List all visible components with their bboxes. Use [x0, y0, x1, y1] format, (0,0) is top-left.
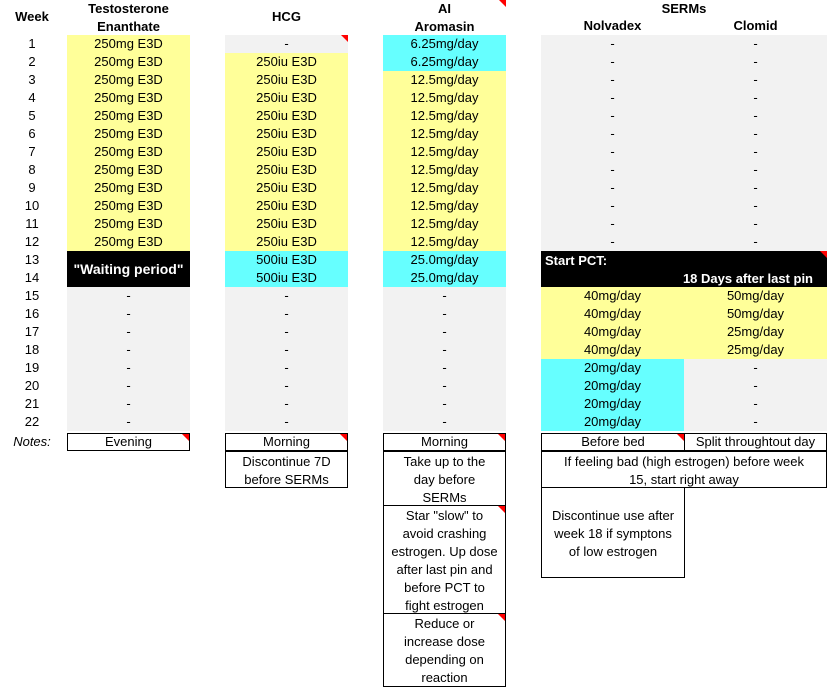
aromasin-cell[interactable]: - — [383, 377, 506, 395]
week-number: 10 — [24, 198, 40, 213]
testosterone-cell[interactable]: 250mg E3D — [67, 197, 190, 215]
hcg-cell[interactable]: 250iu E3D — [225, 71, 348, 89]
week-number: 5 — [28, 108, 36, 123]
clomid-header: Clomid — [733, 18, 778, 33]
clomid-column-top — [684, 35, 827, 251]
testosterone-cell[interactable]: 250mg E3D — [67, 53, 190, 71]
week-number: 11 — [25, 216, 39, 231]
hcg-cell[interactable]: - — [225, 395, 348, 413]
nolvadex-cell[interactable]: - — [541, 179, 684, 197]
aromasin-cell[interactable]: - — [383, 413, 506, 431]
hcg-column — [225, 35, 348, 431]
clomid-cell[interactable]: - — [684, 71, 827, 89]
ai-extra-note-line: fight estrogen — [405, 598, 484, 613]
week-column — [6, 35, 58, 431]
nolvadex-cell[interactable]: 20mg/day — [541, 359, 684, 377]
testosterone-cell[interactable]: 250mg E3D — [67, 161, 190, 179]
serms-extra-note-line: 15, start right away — [629, 472, 739, 487]
nolvadex-note-text: Before bed — [581, 434, 645, 449]
aromasin-cell[interactable]: 12.5mg/day — [383, 215, 506, 233]
aromasin-cell[interactable]: 12.5mg/day — [383, 233, 506, 251]
hcg-cell[interactable]: - — [225, 287, 348, 305]
clomid-cell[interactable]: - — [684, 197, 827, 215]
testosterone-cell[interactable]: 250mg E3D — [67, 179, 190, 197]
nolvadex-note[interactable] — [541, 433, 685, 451]
hcg-cell[interactable]: - — [225, 323, 348, 341]
aromasin-header: Aromasin — [414, 19, 475, 34]
nolvadex-column-top — [541, 35, 684, 251]
testosterone-cell[interactable]: 250mg E3D — [67, 89, 190, 107]
testosterone-header — [67, 0, 190, 36]
aromasin-cell[interactable]: - — [383, 395, 506, 413]
week-number: 8 — [28, 162, 36, 177]
comment-marker[interactable] — [498, 614, 505, 621]
ai-header-line1: AI — [438, 1, 451, 16]
nolvadex-cell[interactable]: - — [541, 107, 684, 125]
nolvadex-cell[interactable]: - — [541, 143, 684, 161]
week-number: 14 — [24, 270, 40, 285]
nolvadex-cell[interactable]: 20mg/day — [541, 395, 684, 413]
aromasin-cell[interactable]: 6.25mg/day — [383, 53, 506, 71]
week-number: 13 — [24, 252, 40, 267]
week-number: 9 — [28, 180, 36, 195]
clomid-cell[interactable]: 25mg/day — [684, 341, 827, 359]
aromasin-cell[interactable]: - — [383, 341, 506, 359]
clomid-cell[interactable]: - — [684, 161, 827, 179]
clomid-cell[interactable]: - — [684, 143, 827, 161]
ai-extra-note-line: SERMs — [422, 490, 467, 505]
aromasin-cell[interactable]: 12.5mg/day — [383, 143, 506, 161]
hcg-extra-note-line: Discontinue 7D — [242, 454, 331, 469]
nolvadex-cell[interactable]: 20mg/day — [541, 413, 684, 431]
week-number: 3 — [28, 72, 36, 87]
clomid-note[interactable] — [684, 433, 827, 451]
ai-extra-note-line: estrogen. Up dose — [391, 544, 498, 559]
hcg-cell[interactable]: - — [225, 377, 348, 395]
hcg-cell[interactable]: 250iu E3D — [225, 179, 348, 197]
week-number: 20 — [24, 378, 40, 393]
aromasin-cell[interactable]: 12.5mg/day — [383, 89, 506, 107]
ai-extra-note-line: Take up to the — [403, 454, 486, 469]
ai-extra-note-line: before PCT to — [404, 580, 485, 595]
nolvadex-cell[interactable]: - — [541, 89, 684, 107]
comment-marker[interactable] — [499, 0, 506, 7]
pct-timing-label: 18 Days after last pin — [682, 271, 813, 286]
nolvadex-cell[interactable]: - — [541, 125, 684, 143]
start-pct-banner[interactable] — [541, 251, 827, 287]
ai-extra-note-line: Star "slow" to — [405, 508, 484, 523]
clomid-cell[interactable]: - — [684, 179, 827, 197]
aromasin-cell[interactable]: 12.5mg/day — [383, 161, 506, 179]
ai-extra-note-line: increase dose — [404, 634, 485, 649]
start-pct-label: Start PCT: — [545, 253, 608, 268]
week-header: Week — [15, 9, 49, 24]
hcg-header: HCG — [272, 9, 301, 24]
clomid-cell[interactable]: - — [684, 215, 827, 233]
clomid-cell[interactable]: 50mg/day — [684, 287, 827, 305]
aromasin-cell[interactable]: 12.5mg/day — [383, 179, 506, 197]
aromasin-cell[interactable]: 25.0mg/day — [383, 251, 506, 269]
hcg-cell[interactable]: 250iu E3D — [225, 125, 348, 143]
clomid-cell[interactable]: - — [684, 53, 827, 71]
aromasin-cell[interactable]: 12.5mg/day — [383, 125, 506, 143]
hcg-cell[interactable]: 250iu E3D — [225, 161, 348, 179]
nolvadex-cell[interactable]: 20mg/day — [541, 377, 684, 395]
testosterone-cell[interactable]: 250mg E3D — [67, 35, 190, 53]
clomid-cell[interactable]: - — [684, 125, 827, 143]
clomid-cell[interactable]: 50mg/day — [684, 305, 827, 323]
ai-extra-note-line: day before — [413, 472, 476, 487]
nolvadex-cell[interactable]: 40mg/day — [541, 341, 684, 359]
hcg-note-text: Morning — [263, 434, 310, 449]
nolvadex-extra-note-line: of low estrogen — [568, 544, 658, 559]
aromasin-column — [383, 35, 506, 431]
clomid-cell[interactable]: - — [684, 413, 827, 431]
hcg-note[interactable] — [225, 433, 348, 451]
aromasin-cell[interactable]: - — [383, 305, 506, 323]
clomid-note-text: Split throughtout day — [695, 434, 816, 449]
comment-marker[interactable] — [341, 35, 348, 42]
clomid-column-pct — [684, 287, 827, 431]
nolvadex-cell[interactable]: - — [541, 35, 684, 53]
aromasin-cell[interactable]: 6.25mg/day — [383, 35, 506, 53]
ai-extra-note-line: Reduce or — [414, 616, 475, 631]
clomid-cell[interactable]: - — [684, 35, 827, 53]
week-number: 18 — [24, 342, 40, 357]
nolvadex-cell[interactable]: - — [541, 215, 684, 233]
nolvadex-extra-note-line: week 18 if symptons — [554, 526, 672, 541]
week-number: 2 — [28, 54, 36, 69]
hcg-cell[interactable]: 250iu E3D — [225, 143, 348, 161]
hcg-cell[interactable]: - — [225, 359, 348, 377]
hcg-cell[interactable]: 250iu E3D — [225, 197, 348, 215]
ai-note[interactable] — [383, 433, 506, 451]
testosterone-cell[interactable]: 250mg E3D — [67, 233, 190, 251]
testosterone-cell[interactable]: - — [67, 377, 190, 395]
nolvadex-cell[interactable]: - — [541, 161, 684, 179]
testosterone-cell[interactable]: - — [67, 359, 190, 377]
clomid-cell[interactable]: - — [684, 359, 827, 377]
nolvadex-header: Nolvadex — [583, 18, 642, 33]
ai-header — [383, 0, 506, 36]
clomid-cell[interactable]: - — [684, 395, 827, 413]
nolvadex-cell[interactable]: - — [541, 197, 684, 215]
ai-extra-note-line: depending on — [405, 652, 484, 667]
nolvadex-extra-note[interactable] — [541, 487, 685, 578]
week-number: 21 — [24, 396, 40, 411]
week-number: 1 — [28, 36, 36, 51]
hcg-cell[interactable]: - — [225, 305, 348, 323]
clomid-cell[interactable]: - — [684, 89, 827, 107]
week-number: 22 — [24, 414, 40, 429]
notes-label: Notes: — [13, 434, 51, 449]
clomid-cell[interactable]: - — [684, 377, 827, 395]
testosterone-note-text: Evening — [105, 434, 152, 449]
ai-extra-note-line: avoid crashing — [402, 526, 487, 541]
hcg-cell[interactable]: 250iu E3D — [225, 107, 348, 125]
hcg-cell[interactable] — [225, 35, 348, 53]
hcg-cell[interactable]: - — [225, 413, 348, 431]
testosterone-cell[interactable]: - — [67, 287, 190, 305]
nolvadex-cell[interactable]: - — [541, 71, 684, 89]
nolvadex-cell[interactable]: - — [541, 233, 684, 251]
ai-extra-note-1[interactable] — [383, 451, 506, 506]
testosterone-cell[interactable]: - — [67, 323, 190, 341]
week-number: 15 — [24, 288, 40, 303]
week-number: 4 — [28, 90, 36, 105]
aromasin-cell[interactable]: - — [383, 287, 506, 305]
serms-extra-note-line: If feeling bad (high estrogen) before week — [564, 454, 804, 469]
hcg-cell[interactable]: 500iu E3D — [225, 251, 348, 269]
comment-marker[interactable] — [182, 434, 189, 441]
testosterone-cell[interactable]: 250mg E3D — [67, 71, 190, 89]
testosterone-cell[interactable]: 250mg E3D — [67, 215, 190, 233]
hcg-cell[interactable]: 250iu E3D — [225, 215, 348, 233]
ai-extra-note-2[interactable] — [383, 505, 506, 614]
week-number: 12 — [24, 234, 40, 249]
hcg-cell[interactable]: 500iu E3D — [225, 269, 348, 287]
clomid-cell[interactable]: - — [684, 233, 827, 251]
comment-marker[interactable] — [677, 434, 684, 441]
nolvadex-cell[interactable]: - — [541, 53, 684, 71]
testosterone-cell[interactable]: 250mg E3D — [67, 125, 190, 143]
testosterone-cell[interactable]: 250mg E3D — [67, 107, 190, 125]
clomid-cell[interactable]: 25mg/day — [684, 323, 827, 341]
ai-extra-note-3[interactable] — [383, 613, 506, 687]
week-number: 16 — [24, 306, 40, 321]
hcg-cell[interactable]: 250iu E3D — [225, 89, 348, 107]
nolvadex-extra-note-line: Discontinue use after — [551, 508, 675, 523]
testosterone-header-line2: Enanthate — [97, 19, 160, 34]
waiting-period-cell[interactable]: "Waiting period" — [67, 251, 190, 287]
comment-marker[interactable] — [498, 506, 505, 513]
nolvadex-cell[interactable]: 40mg/day — [541, 323, 684, 341]
testosterone-column — [67, 35, 190, 431]
hcg-extra-note[interactable] — [225, 451, 348, 488]
nolvadex-cell[interactable]: 40mg/day — [541, 287, 684, 305]
week-number: 6 — [28, 126, 36, 141]
week-number: 17 — [24, 324, 40, 339]
week-number: 7 — [28, 144, 36, 159]
hcg-cell[interactable]: 250iu E3D — [225, 53, 348, 71]
testosterone-cell[interactable]: 250mg E3D — [67, 143, 190, 161]
ai-extra-note-line: reaction — [421, 670, 468, 685]
week-number: 19 — [24, 360, 40, 375]
serms-header: SERMs — [661, 1, 707, 16]
comment-marker[interactable] — [340, 434, 347, 441]
hcg-cell[interactable]: 250iu E3D — [225, 233, 348, 251]
aromasin-cell[interactable]: 12.5mg/day — [383, 107, 506, 125]
testosterone-cell[interactable]: - — [67, 395, 190, 413]
testosterone-cell[interactable]: - — [67, 305, 190, 323]
aromasin-cell[interactable]: - — [383, 323, 506, 341]
serms-extra-note[interactable] — [541, 451, 827, 488]
testosterone-header-line1: Testosterone — [88, 1, 169, 16]
aromasin-cell[interactable]: 12.5mg/day — [383, 71, 506, 89]
testosterone-cell[interactable]: - — [67, 413, 190, 431]
clomid-cell[interactable]: - — [684, 107, 827, 125]
comment-marker[interactable] — [498, 434, 505, 441]
ai-note-text: Morning — [421, 434, 468, 449]
aromasin-cell[interactable]: 12.5mg/day — [383, 197, 506, 215]
hcg-cell-text: - — [284, 36, 289, 51]
aromasin-cell[interactable]: 25.0mg/day — [383, 269, 506, 287]
hcg-extra-note-line: before SERMs — [244, 472, 329, 487]
testosterone-note[interactable] — [67, 433, 190, 451]
ai-extra-note-line: after last pin and — [396, 562, 493, 577]
nolvadex-column-pct — [541, 287, 684, 431]
aromasin-cell[interactable]: - — [383, 359, 506, 377]
testosterone-cell[interactable]: - — [67, 341, 190, 359]
hcg-cell[interactable]: - — [225, 341, 348, 359]
nolvadex-cell[interactable]: 40mg/day — [541, 305, 684, 323]
comment-marker[interactable] — [820, 251, 827, 258]
